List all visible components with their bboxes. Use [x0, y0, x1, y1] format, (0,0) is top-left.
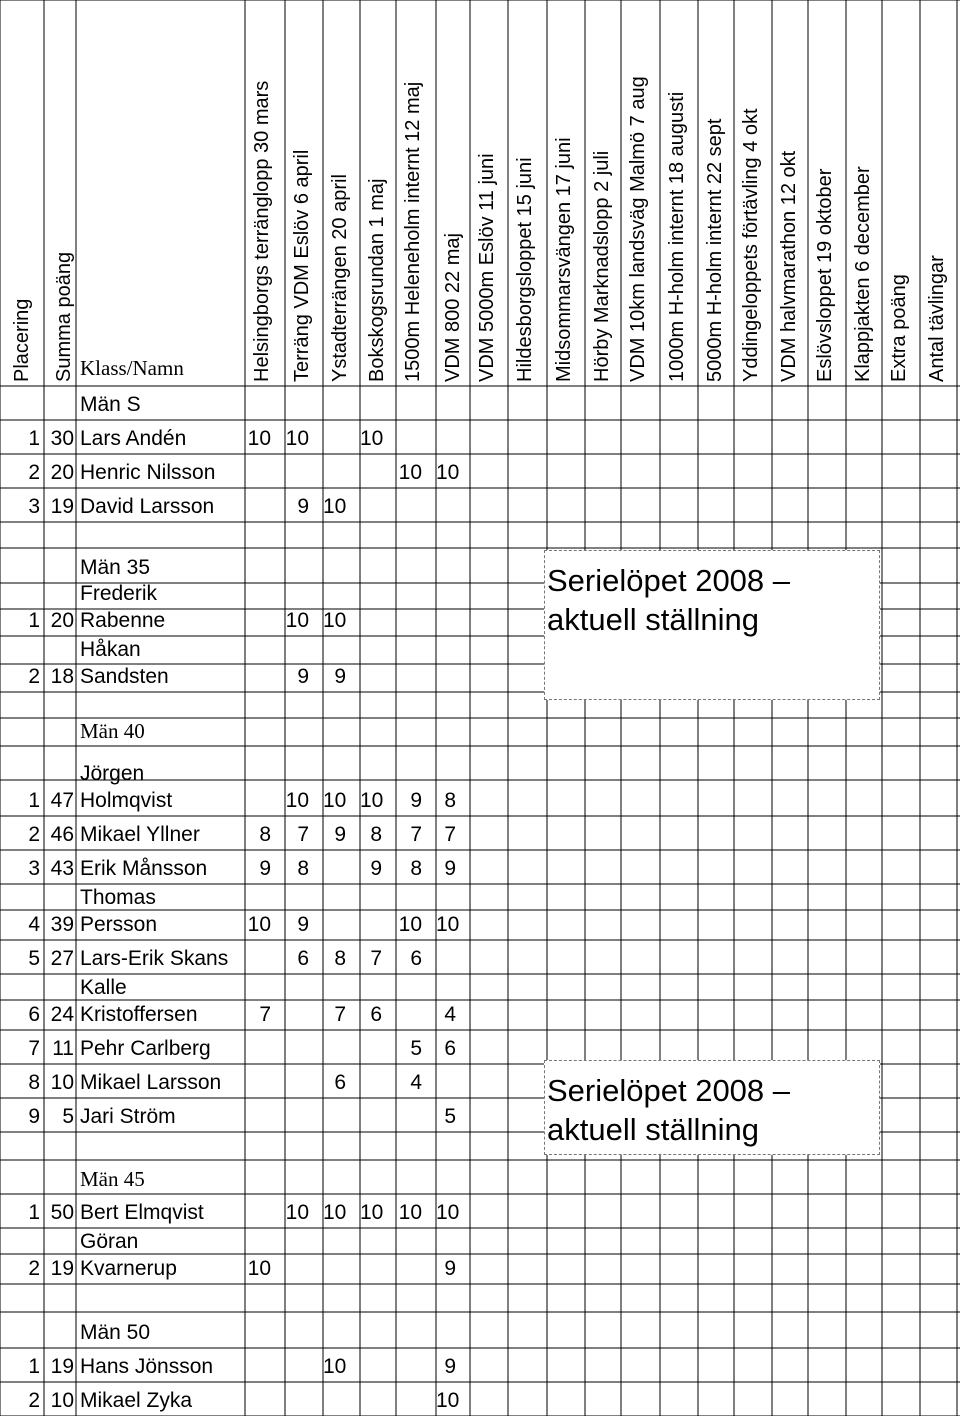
name-cell: Håkan	[80, 638, 141, 661]
header-placering: Placering	[11, 298, 33, 382]
place-cell: 2	[28, 823, 40, 846]
name-cell: Mikael Zyka	[80, 1389, 193, 1412]
score-cell: 6	[297, 947, 309, 970]
score-cell: 8	[297, 857, 309, 880]
points-cell: 11	[52, 1037, 74, 1060]
place-cell: 1	[28, 789, 40, 812]
score-cell: 10	[247, 913, 271, 936]
points-cell: 5	[62, 1105, 74, 1128]
score-cell: 9	[334, 823, 346, 846]
score-cell: 9	[410, 789, 422, 812]
score-cell: 9	[370, 857, 382, 880]
banner-subtitle: aktuell ställning	[547, 1112, 759, 1147]
place-cell: 1	[28, 1355, 40, 1378]
score-cell: 10	[247, 427, 271, 450]
score-cell: 6	[370, 1003, 382, 1026]
banner-title: Serielöpet 2008 –	[547, 563, 791, 598]
banner-title: Serielöpet 2008 –	[547, 1073, 791, 1108]
header-race: VDM 5000m Eslöv 11 juni	[476, 153, 498, 382]
score-cell: 7	[334, 1003, 346, 1026]
score-cell: 10	[360, 1201, 384, 1224]
name-cell: Rabenne	[80, 609, 166, 632]
header-race: 5000m H-holm internt 22 sept	[704, 118, 726, 382]
serie-banner	[544, 550, 880, 700]
score-cell: 6	[444, 1037, 456, 1060]
place-cell: 1	[28, 609, 40, 632]
score-cell: 10	[285, 427, 309, 450]
points-cell: 19	[50, 495, 74, 518]
header-race: Yddingeloppets förtävling 4 okt	[740, 108, 762, 382]
score-cell: 10	[323, 789, 347, 812]
place-cell: 2	[28, 1389, 40, 1412]
name-cell: Mikael Yllner	[80, 823, 200, 846]
place-cell: 8	[28, 1071, 40, 1094]
score-cell: 9	[297, 913, 309, 936]
header-race: Ystadterrängen 20 april	[329, 174, 351, 382]
place-cell: 2	[28, 665, 40, 688]
score-cell: 9	[259, 857, 271, 880]
place-cell: 9	[28, 1105, 40, 1128]
place-cell: 3	[28, 495, 40, 518]
header-race: 1500m Heleneholm internt 12 maj	[402, 81, 424, 382]
header-race: Bokskogsrundan 1 maj	[366, 178, 388, 382]
score-cell: 10	[323, 1355, 347, 1378]
score-cell: 8	[370, 823, 382, 846]
points-cell: 50	[50, 1201, 74, 1224]
name-cell: Lars Andén	[80, 427, 187, 450]
banner-subtitle: aktuell ställning	[547, 602, 759, 637]
group-title: Män 45	[80, 1167, 145, 1191]
header-race: Hildesborgsloppet 15 juni	[514, 157, 536, 382]
name-cell: Kvarnerup	[80, 1257, 177, 1280]
name-cell: Erik Månsson	[80, 857, 208, 880]
score-cell: 7	[370, 947, 382, 970]
header-race: Hörby Marknadslopp 2 juli	[591, 150, 613, 382]
place-cell: 2	[28, 461, 40, 484]
place-cell: 1	[28, 1201, 40, 1224]
score-cell: 8	[259, 823, 271, 846]
group-title: Män 35	[80, 556, 151, 579]
score-cell: 10	[398, 1201, 422, 1224]
header-race: Terräng VDM Eslöv 6 april	[291, 149, 313, 382]
points-cell: 47	[50, 789, 74, 812]
score-cell: 10	[436, 913, 460, 936]
name-cell: Frederik	[80, 582, 158, 605]
points-cell: 10	[50, 1389, 74, 1412]
serie-banner	[544, 1060, 880, 1155]
points-cell: 19	[50, 1257, 74, 1280]
score-cell: 9	[334, 665, 346, 688]
header-klass-namn: Klass/Namn	[80, 356, 184, 380]
name-cell: Mikael Larsson	[80, 1071, 222, 1094]
name-cell: Henric Nilsson	[80, 461, 216, 484]
name-cell: Bert Elmqvist	[80, 1201, 204, 1224]
score-cell: 10	[398, 913, 422, 936]
points-cell: 10	[50, 1071, 74, 1094]
score-cell: 6	[334, 1071, 346, 1094]
score-cell: 10	[436, 1201, 460, 1224]
score-cell: 10	[323, 609, 347, 632]
name-cell: Persson	[80, 913, 158, 936]
header-race: Antal tävlingar	[926, 255, 948, 382]
score-cell: 7	[297, 823, 309, 846]
name-cell: Kalle	[80, 976, 127, 999]
score-cell: 10	[323, 495, 347, 518]
name-cell: Thomas	[80, 886, 156, 909]
score-cell: 9	[444, 1355, 456, 1378]
points-cell: 20	[50, 461, 74, 484]
points-cell: 27	[50, 947, 74, 970]
score-cell: 10	[436, 1389, 460, 1412]
points-cell: 46	[50, 823, 74, 846]
name-cell: Pehr Carlberg	[80, 1037, 211, 1060]
place-cell: 3	[28, 857, 40, 880]
header-race: VDM 10km landsväg Malmö 7 aug	[627, 76, 649, 382]
group-title: Män 50	[80, 1321, 151, 1344]
group-title: Män S	[80, 393, 141, 416]
score-cell: 9	[444, 857, 456, 880]
score-cell: 8	[410, 857, 422, 880]
name-cell: Holmqvist	[80, 789, 173, 812]
points-cell: 18	[50, 665, 74, 688]
score-cell: 10	[436, 461, 460, 484]
score-cell: 5	[444, 1105, 456, 1128]
name-cell: Jari Ström	[80, 1105, 176, 1128]
score-cell: 5	[410, 1037, 422, 1060]
header-race: Klappjakten 6 december	[852, 166, 874, 382]
name-cell: Kristoffersen	[80, 1003, 198, 1026]
header-race: VDM halvmarathon 12 okt	[778, 150, 800, 382]
score-cell: 10	[285, 609, 309, 632]
score-cell: 10	[398, 461, 422, 484]
header-race: Midsommarsvängen 17 juni	[553, 137, 575, 382]
score-cell: 10	[285, 789, 309, 812]
name-cell: Sandsten	[80, 665, 169, 688]
place-cell: 5	[28, 947, 40, 970]
name-cell: David Larsson	[80, 495, 215, 518]
score-cell: 4	[410, 1071, 422, 1094]
header-race: 1000m H-holm internt 18 augusti	[666, 91, 688, 382]
header-race: Helsingborgs terränglopp 30 mars	[251, 80, 273, 382]
score-cell: 9	[297, 495, 309, 518]
place-cell: 4	[28, 913, 40, 936]
score-cell: 8	[444, 789, 456, 812]
score-cell: 8	[334, 947, 346, 970]
group-title: Män 40	[80, 719, 145, 743]
name-cell: Jörgen	[80, 762, 145, 785]
header-race: Eslövsloppet 19 oktober	[814, 168, 836, 382]
score-cell: 7	[410, 823, 422, 846]
name-cell: Hans Jönsson	[80, 1355, 214, 1378]
score-cell: 10	[285, 1201, 309, 1224]
header-race: Extra poäng	[888, 274, 910, 382]
header-race: VDM 800 22 maj	[442, 233, 464, 382]
score-cell: 10	[247, 1257, 271, 1280]
header-summa-poang: Summa poäng	[53, 251, 75, 382]
score-cell: 4	[444, 1003, 456, 1026]
score-cell: 7	[444, 823, 456, 846]
points-cell: 39	[50, 913, 74, 936]
score-cell: 9	[297, 665, 309, 688]
name-cell: Göran	[80, 1230, 139, 1253]
points-cell: 30	[50, 427, 74, 450]
points-cell: 19	[50, 1355, 74, 1378]
score-cell: 6	[410, 947, 422, 970]
place-cell: 7	[28, 1037, 40, 1060]
score-cell: 7	[259, 1003, 271, 1026]
points-cell: 20	[50, 609, 74, 632]
score-cell: 10	[360, 427, 384, 450]
name-cell: Lars-Erik Skans	[80, 947, 229, 970]
points-cell: 43	[50, 857, 74, 880]
place-cell: 6	[28, 1003, 40, 1026]
place-cell: 1	[28, 427, 40, 450]
points-cell: 24	[50, 1003, 74, 1026]
place-cell: 2	[28, 1257, 40, 1280]
score-cell: 10	[360, 789, 384, 812]
score-cell: 9	[444, 1257, 456, 1280]
score-cell: 10	[323, 1201, 347, 1224]
